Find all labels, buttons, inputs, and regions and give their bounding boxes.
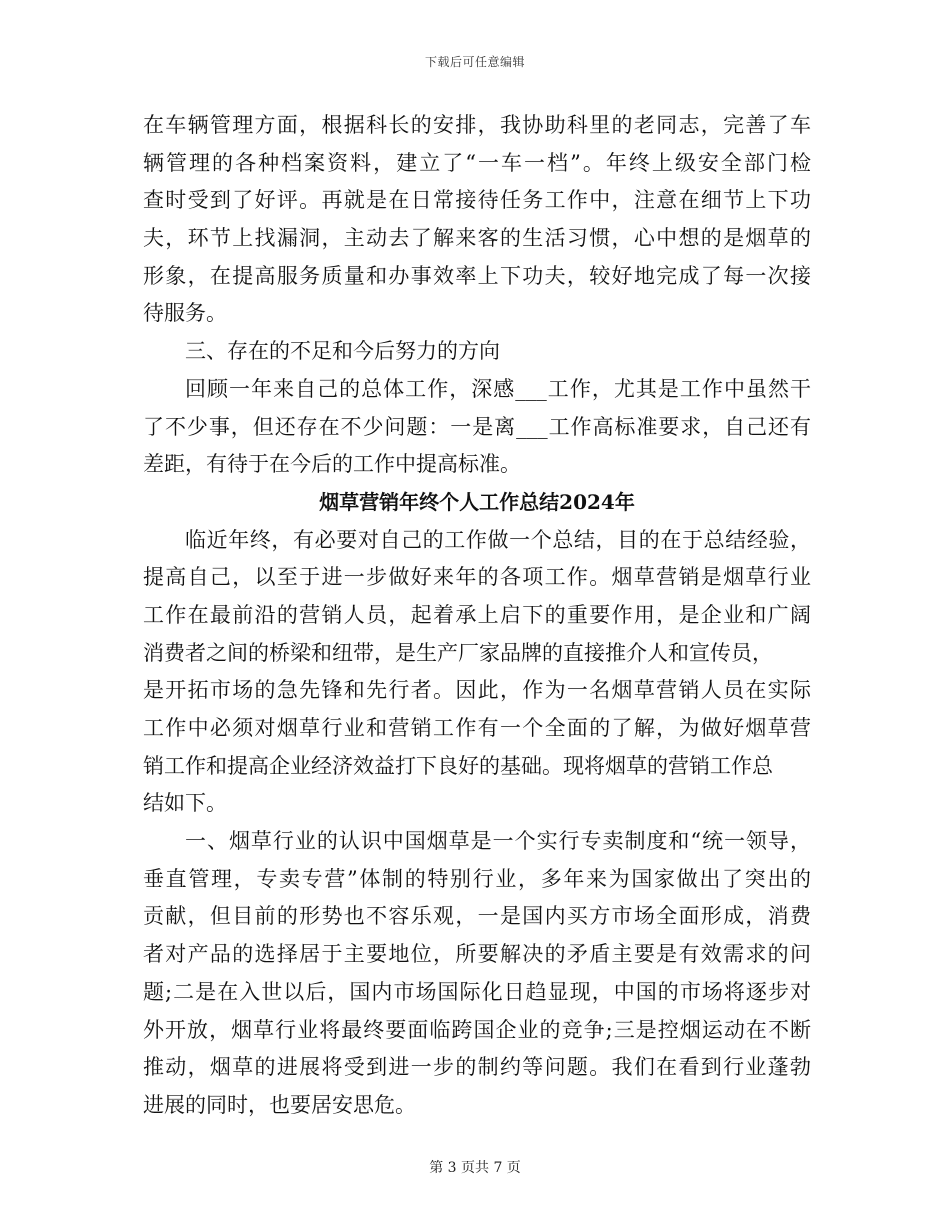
paragraph-line: 工作在最前沿的营销人员，起着承上启下的重要作用，是企业和广阔 bbox=[143, 602, 811, 627]
document-title: 烟草营销年终个人工作总结2024年 bbox=[319, 489, 635, 514]
paragraph-line: 回顾一年来自己的总体工作，深感___工作，尤其是工作中虽然干 bbox=[185, 376, 811, 401]
paragraph-line: 提高自己，以至于进一步做好来年的各项工作。烟草营销是烟草行业 bbox=[143, 565, 811, 590]
paragraph-line: 临近年终，有必要对自己的工作做一个总结，目的在于总结经验， bbox=[185, 527, 811, 552]
paragraph-line: 形象，在提高服务质量和办事效率上下功夫，较好地完成了每一次接 bbox=[143, 263, 811, 288]
paragraph-line: 题;二是在入世以后，国内市场国际化日趋显现，中国的市场将逐步对 bbox=[143, 979, 811, 1004]
paragraph-line: 销工作和提高企业经济效益打下良好的基础。现将烟草的营销工作总 bbox=[143, 753, 773, 778]
page-number: 第 3 页共 7 页 bbox=[429, 1160, 521, 1176]
paragraph-line: 结如下。 bbox=[143, 791, 227, 816]
paragraph-line: 辆管理的各种档案资料，建立了“一车一档”。年终上级安全部门检 bbox=[143, 150, 811, 175]
paragraph-line: 推动，烟草的进展将受到进一步的制约等问题。我们在看到行业蓬勃 bbox=[143, 1055, 811, 1080]
paragraph-line: 工作中必须对烟草行业和营销工作有一个全面的了解，为做好烟草营 bbox=[143, 716, 811, 740]
paragraph-line: 进展的同时，也要居安思危。 bbox=[143, 1092, 416, 1117]
paragraph-line: 外开放，烟草行业将最终要面临跨国企业的竞争;三是控烟运动在不断 bbox=[143, 1017, 811, 1042]
section-heading: 三、存在的不足和今后努力的方向 bbox=[185, 339, 500, 364]
paragraph-line: 待服务。 bbox=[143, 301, 227, 326]
paragraph-line: 差距，有待于在今后的工作中提高标准。 bbox=[143, 452, 521, 477]
paragraph-line: 一、烟草行业的认识中国烟草是一个实行专卖制度和“统一领导， bbox=[185, 829, 811, 854]
header-note: 下载后可任意编辑 bbox=[424, 55, 525, 69]
document-body bbox=[143, 107, 811, 1125]
paragraph-line: 在车辆管理方面，根据科长的安排，我协助科里的老同志，完善了车 bbox=[143, 113, 811, 137]
paragraph-line: 查时受到了好评。再就是在日常接待任务工作中，注意在细节上下功 bbox=[143, 188, 811, 213]
paragraph-line: 夫，环节上找漏洞，主动去了解来客的生活习惯，心中想的是烟草的 bbox=[143, 226, 811, 251]
paragraph-line: 垂直管理，专卖专营”体制的特别行业，多年来为国家做出了突出的 bbox=[143, 866, 811, 891]
paragraph-line: 者对产品的选择居于主要地位，所要解决的矛盾主要是有效需求的问 bbox=[143, 942, 811, 967]
paragraph-line: 贡献，但目前的形势也不容乐观，一是国内买方市场全面形成，消费 bbox=[143, 904, 811, 929]
paragraph-line: 了不少事，但还存在不少问题：一是离___工作高标准要求，自己还有 bbox=[143, 414, 811, 439]
paragraph-line: 消费者之间的桥梁和纽带，是生产厂家品牌的直接推介人和宣传员， bbox=[143, 640, 773, 665]
paragraph-line: 是开拓市场的急先锋和先行者。因此，作为一名烟草营销人员在实际 bbox=[143, 678, 811, 703]
